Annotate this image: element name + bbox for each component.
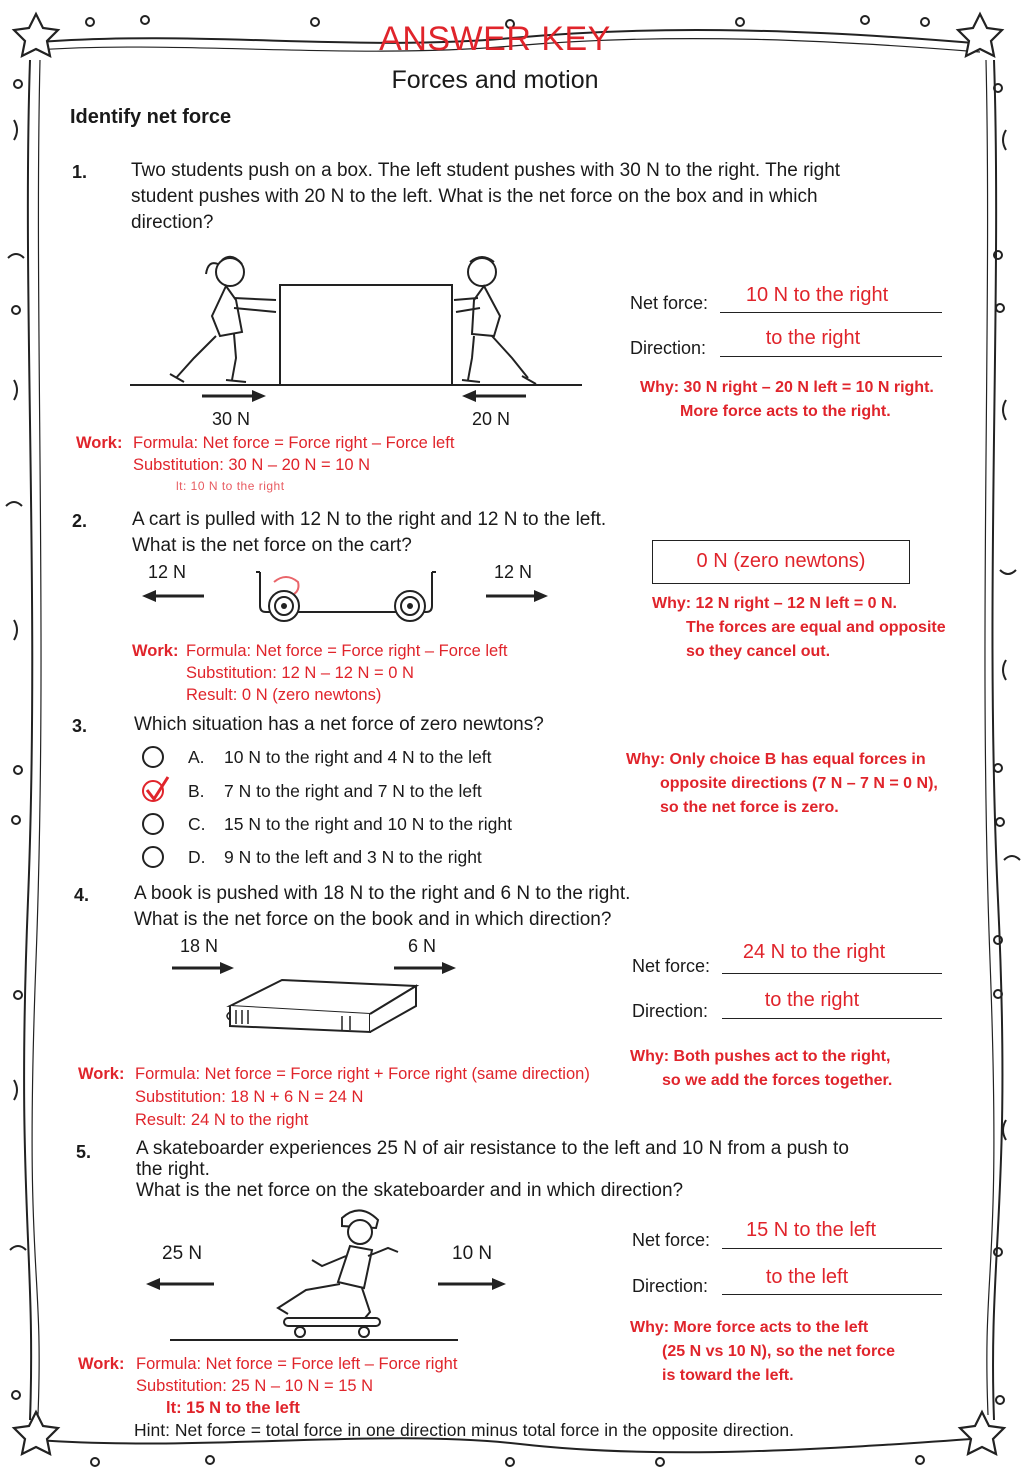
force-label-left: 25 N bbox=[162, 1243, 203, 1264]
direction-answer: to the right bbox=[765, 327, 861, 349]
answer-key-title: ANSWER KEY bbox=[379, 20, 611, 58]
option-letter: B. bbox=[188, 781, 205, 801]
right-arrow-icon bbox=[170, 960, 240, 976]
question-number: 1. bbox=[72, 162, 88, 182]
why-explanation: More force acts to the right. bbox=[680, 403, 891, 420]
option-c-radio[interactable] bbox=[142, 813, 164, 835]
hint-text: Hint: Net force = total force in one direction minus total force in the opposite direction. bbox=[134, 1420, 795, 1440]
why-explanation: Why: 12 N right – 12 N left = 0 N. bbox=[652, 595, 897, 612]
why-explanation: (25 N vs 10 N), so the net force bbox=[662, 1343, 895, 1360]
why-explanation: is toward the left. bbox=[662, 1367, 794, 1384]
why-explanation: Why: Only choice B has equal forces in bbox=[626, 751, 926, 768]
skateboarder-illustration bbox=[260, 1204, 470, 1344]
work-formula: Formula: Net force = Force right + Force right (same direction) bbox=[135, 1065, 590, 1083]
question-5-text: A skateboarder experiences 25 N of air resistance to the left and 10 N from a push to the right. What is the net force on the skateboarder and in which direction? bbox=[136, 1138, 849, 1201]
work-label: Work: bbox=[78, 1355, 125, 1373]
why-explanation: so the net force is zero. bbox=[660, 799, 839, 816]
net-force-label: Net force: bbox=[630, 293, 709, 313]
work-substitution: Substitution: 30 N – 20 N = 10 N bbox=[133, 456, 371, 474]
net-force-answer: 24 N to the right bbox=[742, 941, 886, 963]
work-substitution: Substitution: 18 N + 6 N = 24 N bbox=[135, 1088, 364, 1106]
left-arrow-icon bbox=[458, 388, 528, 404]
answer-line bbox=[720, 356, 942, 357]
force-label-1: 18 N bbox=[180, 936, 219, 956]
option-text: 10 N to the right and 4 N to the left bbox=[224, 747, 492, 767]
right-arrow-icon bbox=[484, 588, 554, 604]
question-number: 5. bbox=[76, 1142, 92, 1162]
answer-line bbox=[722, 1018, 942, 1019]
work-formula: Formula: Net force = Force left – Force right bbox=[136, 1355, 458, 1373]
net-force-label: Net force: bbox=[632, 956, 711, 976]
answer-line bbox=[722, 1294, 942, 1295]
question-number: 2. bbox=[72, 511, 88, 531]
why-explanation: Why: Both pushes act to the right, bbox=[630, 1048, 891, 1065]
question-3-text: Which situation has a net force of zero newtons? bbox=[134, 714, 544, 735]
net-force-answer: 15 N to the left bbox=[745, 1219, 877, 1241]
why-explanation: so they cancel out. bbox=[686, 643, 831, 660]
direction-label: Direction: bbox=[632, 1001, 709, 1021]
page-subtitle: Forces and motion bbox=[391, 66, 599, 94]
work-formula: Formula: Net force = Force right – Force left bbox=[186, 642, 508, 660]
question-4-text: A book is pushed with 18 N to the right and 6 N to the right. What is the net force on the book and in which direction? bbox=[134, 883, 631, 930]
net-force-answer: 10 N to the right bbox=[745, 284, 889, 306]
work-formula: Formula: Net force = Force right – Force left bbox=[133, 434, 455, 452]
why-explanation: Why: 30 N right – 20 N left = 10 N right. bbox=[640, 379, 934, 396]
work-result: lt: 10 N to the right bbox=[176, 479, 285, 493]
question-number: 4. bbox=[74, 885, 90, 905]
option-text: 9 N to the left and 3 N to the right bbox=[224, 847, 482, 867]
right-arrow-icon bbox=[200, 388, 270, 404]
direction-answer: to the right bbox=[764, 989, 860, 1011]
work-label: Work: bbox=[76, 434, 123, 452]
option-text: 15 N to the right and 10 N to the right bbox=[224, 814, 512, 834]
force-label-right: 20 N bbox=[472, 409, 511, 429]
why-explanation: Why: More force acts to the left bbox=[630, 1319, 869, 1336]
question-2-text: A cart is pulled with 12 N to the right and 12 N to the left. What is the net force on the cart? bbox=[132, 509, 607, 556]
checkmark-icon bbox=[142, 774, 172, 804]
question-1-text: Two students push on a box. The left student pushes with 30 N to the right. The right student pushes with 20 N to the left. What is the net force on the box and in which direction? bbox=[131, 160, 841, 233]
left-arrow-icon bbox=[142, 1276, 218, 1292]
answer-line bbox=[720, 312, 942, 313]
force-label-left: 12 N bbox=[148, 562, 187, 582]
work-label: Work: bbox=[132, 642, 179, 660]
net-force-label: Net force: bbox=[632, 1230, 711, 1250]
option-d-radio[interactable] bbox=[142, 846, 164, 868]
option-a-radio[interactable] bbox=[142, 746, 164, 768]
work-label: Work: bbox=[78, 1065, 125, 1083]
direction-answer: to the left bbox=[765, 1266, 849, 1288]
option-letter: D. bbox=[188, 847, 206, 867]
work-substitution: Substitution: 25 N – 10 N = 15 N bbox=[136, 1377, 374, 1395]
answer-box bbox=[652, 540, 910, 584]
book-illustration bbox=[222, 976, 422, 1046]
cart-illustration bbox=[250, 566, 450, 626]
why-explanation: opposite directions (7 N – 7 N = 0 N), bbox=[660, 775, 938, 792]
work-substitution: Substitution: 12 N – 12 N = 0 N bbox=[186, 664, 414, 682]
force-label-2: 6 N bbox=[408, 936, 437, 956]
option-text: 7 N to the right and 7 N to the left bbox=[224, 781, 482, 801]
why-explanation: The forces are equal and opposite bbox=[686, 619, 946, 636]
option-letter: C. bbox=[188, 814, 206, 834]
direction-label: Direction: bbox=[632, 1276, 709, 1296]
answer-line bbox=[722, 973, 942, 974]
question-number: 3. bbox=[72, 716, 88, 736]
direction-label: Direction: bbox=[630, 338, 707, 358]
force-label-right: 10 N bbox=[452, 1243, 493, 1264]
right-arrow-icon bbox=[392, 960, 462, 976]
left-arrow-icon bbox=[138, 588, 208, 604]
section-heading: Identify net force bbox=[70, 106, 232, 128]
work-result: Result: 24 N to the right bbox=[135, 1111, 309, 1129]
net-force-answer: 0 N (zero newtons) bbox=[696, 550, 866, 572]
work-result: Result: 0 N (zero newtons) bbox=[186, 686, 382, 704]
option-letter: A. bbox=[188, 747, 205, 767]
work-result: lt: 15 N to the left bbox=[166, 1399, 300, 1417]
force-label-left: 30 N bbox=[212, 409, 251, 429]
why-explanation: so we add the forces together. bbox=[662, 1072, 893, 1089]
force-label-right: 12 N bbox=[494, 562, 533, 582]
answer-line bbox=[722, 1248, 942, 1249]
